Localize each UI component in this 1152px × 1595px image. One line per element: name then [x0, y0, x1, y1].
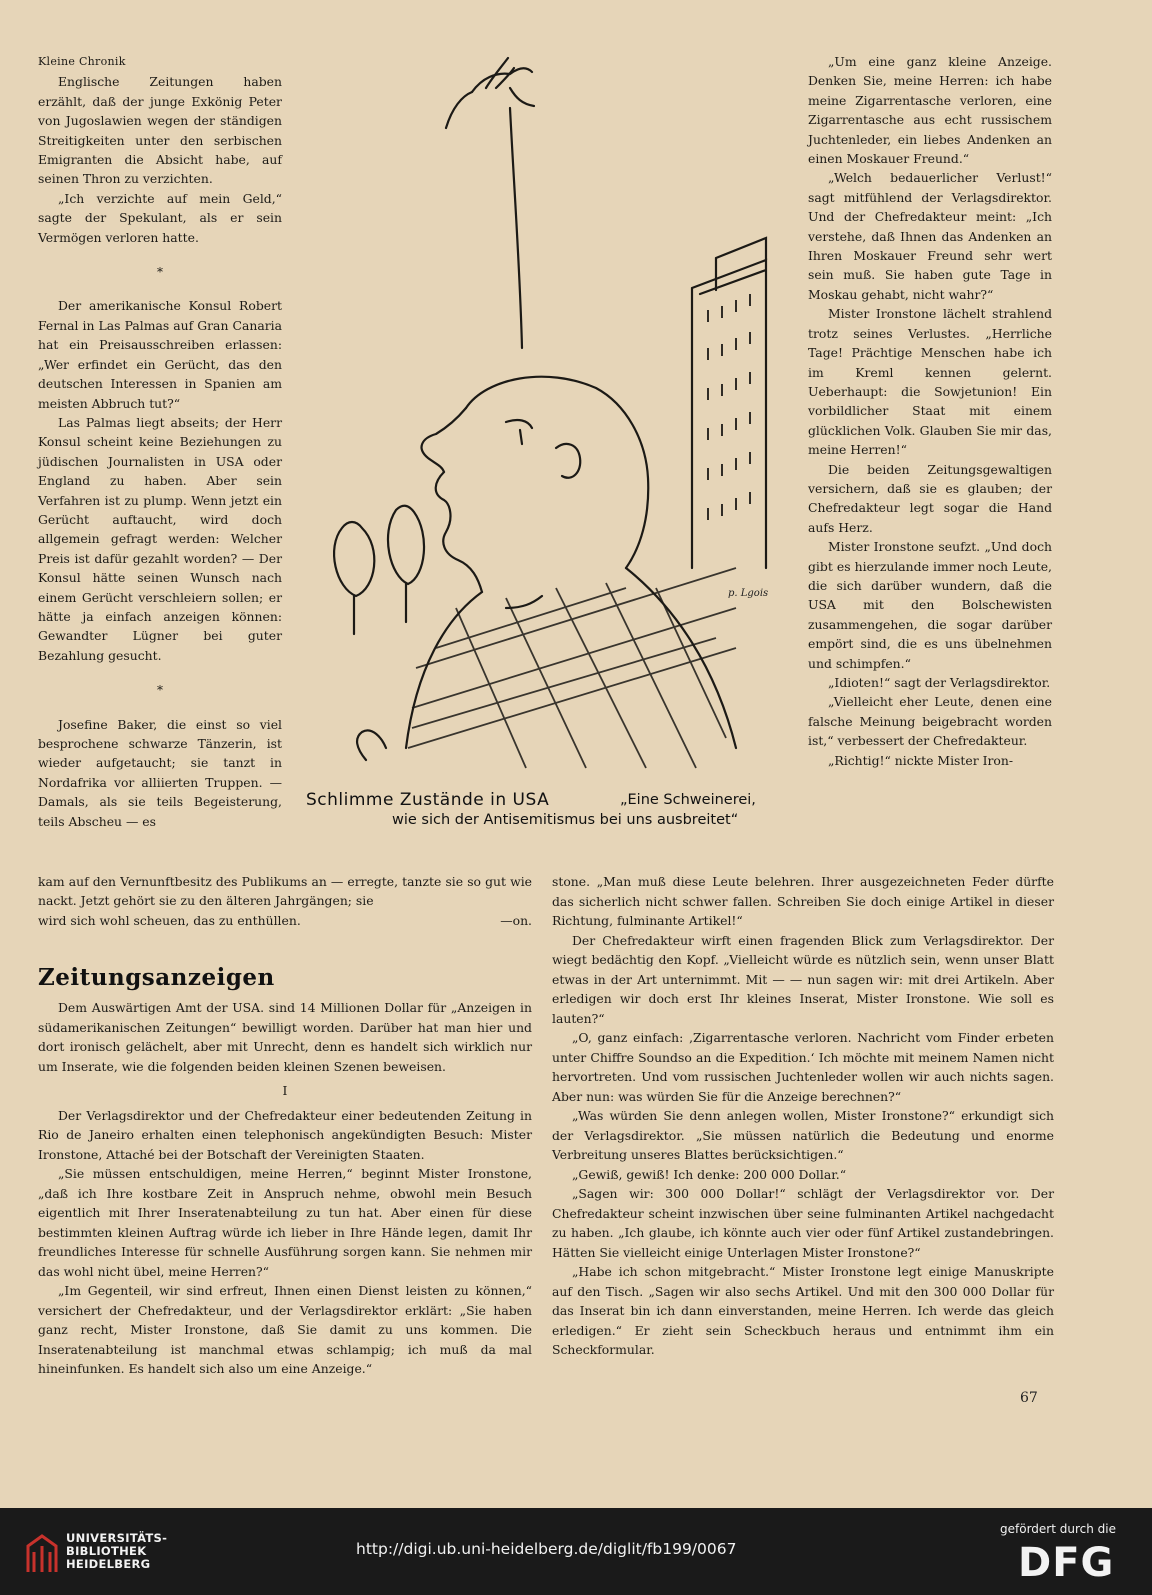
paragraph: Josefine Baker, die einst so viel besprochene schwarze Tänzerin, ist wieder aufgetaucht; sie tanzt in Nordafrika vor alliierten Truppen. — Damals, als sie teils Begeisterung, teils Abscheu — es	[38, 716, 282, 829]
paragraph: „Habe ich schon mitgebracht.“ Mister Ironstone legt einige Manuskripte auf den Tisch. „Sagen wir also sechs Artikel. Und mit den 300 000 Dollar für das Inserat bin ich dann einverstanden, meine Herren. Ich werde das gleich erledigen.“ Er zieht sein Scheckbuch heraus und entnimmt ihm ein Scheckformular.	[552, 1264, 1054, 1357]
paragraph: „Vielleicht eher Leute, denen eine falsche Meinung beigebracht worden ist,“ verbessert der Chefredakteur.	[808, 694, 1052, 749]
paragraph: „Gewiß, gewiß! Ich denke: 200 000 Dollar.“	[572, 1166, 847, 1182]
library-name: UNIVERSITÄTS- BIBLIOTHEK HEIDELBERG	[66, 1531, 168, 1571]
illustration-caption-quote: „Eine Schweinerei,	[620, 792, 756, 808]
paragraph: Die beiden Zeitungsgewaltigen versichern, daß sie es glauben; der Chefredakteur legt sogar die Hand aufs Herz.	[808, 461, 1052, 535]
paragraph: stone. „Man muß diese Leute belehren. Ihrer ausgezeichneten Feder dürfte das sicherlich nicht schwer fallen. Schreiben Sie doch einige Artikel in dieser Richtung, fulminante Artikel!“	[552, 874, 1054, 928]
university-library-logo-icon	[24, 1532, 60, 1576]
paragraph: „Sie müssen entschuldigen, meine Herren,“ beginnt Mister Ironstone, „daß ich Ihre kostbare Zeit in Anspruch nehme, obwohl mein Besuch eigentlich mit Ihrer Inseratenabteilung zu tun hat. Aber einen für diese bestimmten kleinen Auftrag würde ich lieber in Ihre Hände legen, damit Ihr freundliches Interesse für schnelle Ausführung sorgen kann. Sie nehmen mir das wohl nicht übel, meine Herren?“	[38, 1166, 532, 1279]
source-url-link[interactable]: http://digi.ub.uni-heidelberg.de/diglit/fb199/0067	[356, 1540, 737, 1558]
paragraph: Mister Ironstone lächelt strahlend trotz seines Verlustes. „Herrliche Tage! Prächtige Menschen habe ich im Kreml kennen gelernt. Ueberhaupt: die Sowjetunion! Ein vorbildlicher Staat mit einem glücklichen Volk. Glauben Sie mir das, meine Herren!“	[808, 306, 1052, 458]
paragraph: „Um eine ganz kleine Anzeige. Denken Sie, meine Herren: ich habe meine Zigarrentasche verloren, eine Zigarrentasche aus echt russischem Juchtenleder, ein liebes Andenken an einen Moskauer Freund.“	[808, 54, 1052, 167]
section-divider: *	[157, 265, 163, 280]
article-headline: Zeitungsanzeigen	[38, 964, 275, 991]
caricature-illustration	[296, 48, 796, 838]
paragraph: kam auf den Vernunftbesitz des Publikums an — erregte, tanzte sie so gut wie nackt. Jetzt gehört sie zu den älteren Jahrgängen; sie	[38, 874, 532, 909]
paragraph: Der Verlagsdirektor und der Chefredakteur einer bedeutenden Zeitung in Rio de Janeiro erhalten einen telephonisch angekündigten Besuch: Mister Ironstone, Attaché bei der Botschaft der Vereinigten Staaten.	[38, 1107, 532, 1162]
continued-text	[38, 872, 532, 930]
paragraph: „Richtig!“ nickte Mister Iron-	[828, 752, 1014, 768]
paragraph: Mister Ironstone seufzt. „Und doch gibt es hierzulande immer noch Leute, die sich darüber wundern, daß die USA mit den Bolschewisten zusammengehen, die sogar darüber empört sind, die es uns übelnehmen und schimpfen.“	[808, 539, 1052, 671]
paragraph: Der Chefredakteur wirft einen fragenden Blick zum Verlagsdirektor. Der wiegt bedächtig den Kopf. „Vielleicht würde es nützlich sein, wenn unser Blatt etwas in der Art unternimmt. Mit — — nun sagen wir: mit drei Artikeln. Aber erledigen wir doch erst Ihr kleines Inserat, Mister Ironstone. Wie soll es lauten?“	[552, 932, 1054, 1026]
paragraph: Der amerikanische Konsul Robert Fernal in Las Palmas auf Gran Canaria hat ein Preisausschreiben erlassen: „Wer erfindet ein Gerücht, das den deutschen Interessen in Spanien am meisten Abbruch tut?“	[38, 298, 282, 411]
dfg-logo: DFG	[1018, 1540, 1115, 1586]
paragraph-with-signature	[38, 911, 532, 930]
page-number: 67	[1020, 1390, 1038, 1406]
paragraph: Englische Zeitungen haben erzählt, daß der junge Exkönig Peter von Jugoslawien wegen der ständigen Streitigkeiten unter den serbischen Emigranten die Absicht habe, auf seinen Thron zu verzichten.	[38, 74, 282, 187]
funding-note: gefördert durch die	[1000, 1522, 1116, 1536]
paragraph: „Sagen wir: 300 000 Dollar!“ schlägt der Verlagsdirektor vor. Der Chefredakteur scheint inzwischen über seine fulminanten Artikel nachgedacht zu haben. „Ich glaube, ich könnte auch vier oder fünf Artikel zustandebringen. Hätten Sie vielleicht einige Unterlagen Mister Ironstone?“	[552, 1186, 1054, 1260]
section-divider: *	[157, 683, 163, 698]
paragraph: „Welch bedauerlicher Verlust!“ sagt mitfühlend der Verlagsdirektor. Und der Chefredakteur meint: „Ich verstehe, daß Ihnen das Andenken an Ihren Moskauer Freund sehr wert sein muß. Sie haben gute Tage in Moskau gehabt, nicht wahr?“	[808, 170, 1052, 302]
paragraph: „Was würden Sie denn anlegen wollen, Mister Ironstone?“ erkundigt sich der Verlagsdirektor. „Sie müssen natürlich die Bedeutung und enorme Verbreitung unseres Blattes berücksichtigen.“	[552, 1108, 1054, 1162]
article-intro: Dem Auswärtigen Amt der USA. sind 14 Millionen Dollar für „Anzeigen in südamerikanischen Zeitungen“ bewilligt worden. Darüber hat man hier und dort ironisch gelächelt, aber mit Unrecht, denn es handelt sich wirklich nur um Inserate, wie die folgenden beiden kleinen Szenen beweisen.	[38, 1000, 532, 1074]
section-number: I	[282, 1083, 288, 1098]
illustration-caption-quote-2: wie sich der Antisemitismus bei uns ausbreitet“	[392, 812, 739, 828]
paragraph: „O, ganz einfach: ‚Zigarrentasche verloren. Nachricht vom Finder erbeten unter Chiffre Soundso an die Expedition.‘ Ich möchte mit meinem Namen nicht hervortreten. Und vom russischen Juchtenleder wollen wir auch nichts sagen. Aber nun: was würden Sie für die Anzeige berechnen?“	[552, 1030, 1054, 1104]
artist-signature: p. Lgois	[728, 588, 769, 599]
paragraph: „Idioten!“ sagt der Verlagsdirektor.	[828, 675, 1051, 690]
paragraph: „Im Gegenteil, wir sind erfreut, Ihnen einen Dienst leisten zu können,“ versichert der Chefredakteur, und der Verlagsdirektor erklärt: „Sie haben ganz recht, Mister Ironstone, daß Sie damit zu uns kommen. Die Inseratenabteilung ist manchmal etwas schlampig; ich muß da mal hineinfunken. Es handelt sich also um eine Anzeige.“	[38, 1283, 532, 1376]
author-signature: —on.	[500, 912, 532, 928]
article-left-column	[38, 998, 532, 1379]
left-column	[38, 52, 282, 831]
illustration-caption-title: Schlimme Zustände in USA	[306, 790, 550, 810]
right-column	[808, 52, 1052, 770]
paragraph: „Ich verzichte auf mein Geld,“ sagte der Spekulant, als er sein Vermögen verloren hatte.	[38, 190, 282, 245]
paragraph: Las Palmas liegt abseits; der Herr Konsul scheint keine Beziehungen zu jüdischen Journalisten in USA oder England zu haben. Aber sein Verfahren ist zu plump. Wenn jetzt ein Gerücht auftaucht, wird doch allgemein gefragt werden: Welcher Preis ist dafür gezahlt worden? — Der Konsul hätte seinen Wunsch nach einem Gerücht verschleiern sollen; er hätte ja einfach anzeigen können: Gewandter Lügner bei guter Bezahlung gesucht.	[38, 414, 282, 663]
rubric-title: Kleine Chronik	[38, 55, 126, 68]
paragraph-end: wird sich wohl scheuen, das zu enthüllen.	[38, 912, 301, 928]
article-right-column	[552, 872, 1054, 1360]
